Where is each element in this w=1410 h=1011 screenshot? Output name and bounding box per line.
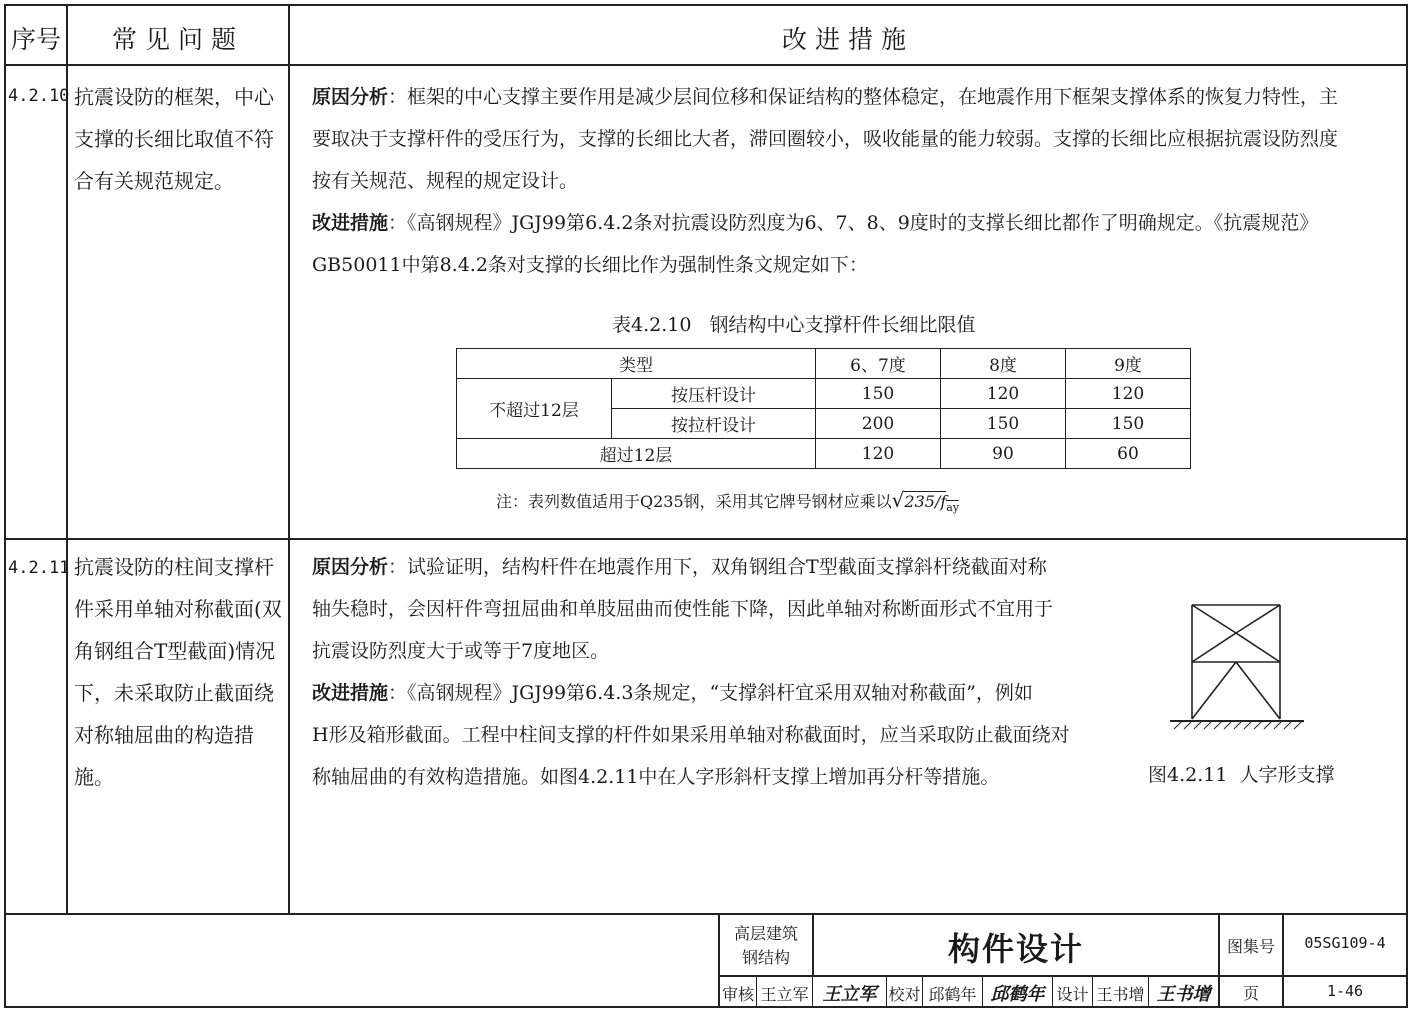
measure-label: 改进措施 — [312, 212, 389, 234]
body-bottom — [4, 913, 1408, 915]
th-type: 类型 — [457, 349, 816, 379]
frame-bottom — [4, 1006, 1408, 1008]
col-divider-2 — [288, 4, 290, 915]
frame-right — [1406, 4, 1408, 1008]
design-label: 设计 — [1056, 985, 1089, 1004]
cause-analysis-label: 原因分析 — [312, 556, 389, 578]
cell: 60 — [1066, 439, 1191, 469]
cell: 120 — [941, 379, 1066, 409]
frame-top — [4, 4, 1408, 6]
review-signature: 王立军 — [822, 984, 877, 1005]
table-note: 注：表列数值适用于Q235钢，采用其它牌号钢材应乘以$√235/f_{ay}$ — [496, 488, 960, 515]
col-divider-1 — [66, 4, 68, 915]
review-name: 王立军 — [760, 985, 809, 1004]
tb-atlas-no: 05SG109-4 — [1304, 934, 1386, 952]
chevron-bracing-figure — [1160, 595, 1310, 735]
row-label: 按压杆设计 — [612, 379, 816, 409]
tb-title: 构件设计 — [947, 930, 1084, 968]
check-signature: 邱鹤年 — [990, 984, 1045, 1005]
item-number: 4.2.11 — [8, 558, 70, 578]
tb-category: 高层建筑 钢结构 — [733, 924, 798, 967]
header-problem: 常见问题 — [111, 25, 244, 54]
cause-analysis-label: 原因分析 — [312, 86, 389, 108]
header-measure: 改进措施 — [781, 25, 914, 54]
tb-page-no: 1-46 — [1326, 982, 1364, 1000]
tb-page-label: 页 — [1242, 984, 1259, 1003]
slenderness-limit-table — [456, 348, 1191, 469]
measure-label: 改进措施 — [312, 682, 389, 704]
th-8: 8度 — [941, 349, 1066, 379]
cell: 200 — [816, 409, 941, 439]
note-formula: 235/f — [904, 492, 947, 511]
row-label: 超过12层 — [457, 439, 816, 469]
cause-analysis: 原因分析：框架的中心支撑主要作用是减少层间位移和保证结构的整体稳定，在地震作用下框架支撑体系的恢复力特性，主 要取决于支撑杆件的受压行为，支撑的长细比大者，滞回圈较小，吸收能量的能力较弱。支撑的长细比应根据抗震设防烈度 按有关规范、规程的规定设计。 改进措施：《高钢规程》JGJ99第6.4.2条对抗震设防烈度为6、7、8、9度时的支撑长细比都作了明确规定。《抗震规范》 GB50011中第8.4.2条对支撑的长细比作为强制性条文规定如下： — [312, 86, 1339, 276]
cell: 150 — [1066, 409, 1191, 439]
review-label: 审核 — [721, 985, 754, 1004]
sqrt-symbol: √ — [891, 488, 905, 512]
check-label: 校对 — [888, 985, 921, 1004]
cause-analysis: 原因分析：试验证明，结构杆件在地震作用下，双角钢组合T型截面支撑斜杆绕截面对称 轴失稳时，会因杆件弯扭屈曲和单肢屈曲而使性能下降，因此单轴对称断面形式不宜用于 抗震设防烈度大于或等于7度地区。 改进措施：《高钢规程》JGJ99第6.4.3条规定，“支撑斜杆宜采用双轴对称截面”，例如 H形及箱形截面。工程中柱间支撑的杆件如果采用单轴对称截面时，应当采取防止截面绕对 称轴屈曲的有效构造措施。如图4.2.11中在人字形斜杆支撑上增加再分杆等措施。 — [312, 556, 1070, 788]
figure-caption: 图4.2.11 人字形支撑 — [1148, 764, 1335, 786]
note-formula-subscript: ay — [946, 501, 960, 515]
item-problem: 抗震设防的柱间支撑杆 件采用单轴对称截面(双 角钢组合T型截面)情况 下，未采取防止截面绕 对称轴屈曲的构造措施。 — [74, 555, 282, 789]
cell: 120 — [816, 439, 941, 469]
row-label: 按拉杆设计 — [612, 409, 816, 439]
row1-bottom — [4, 538, 1408, 540]
cell: 120 — [1066, 379, 1191, 409]
cell: 150 — [941, 409, 1066, 439]
header-bottom — [4, 64, 1408, 66]
frame-left — [4, 4, 6, 1008]
tb-atlas-label: 图集号 — [1226, 937, 1275, 956]
design-name: 王书增 — [1096, 985, 1145, 1004]
check-name: 邱鹤年 — [928, 985, 977, 1004]
tb-mid — [718, 975, 1408, 977]
item-number: 4.2.10 — [8, 86, 70, 106]
item-problem: 抗震设防的框架，中心 支撑的长细比取值不符 合有关规范规定。 — [74, 85, 274, 193]
row-group-label: 不超过12层 — [457, 379, 612, 439]
table-caption: 表4.2.10 钢结构中心支撑杆件长细比限值 — [612, 314, 976, 336]
header-no: 序号 — [10, 25, 61, 54]
design-signature: 王书增 — [1156, 984, 1211, 1005]
th-9: 9度 — [1066, 349, 1191, 379]
th-67: 6、7度 — [816, 349, 941, 379]
cell: 90 — [941, 439, 1066, 469]
cell: 150 — [816, 379, 941, 409]
